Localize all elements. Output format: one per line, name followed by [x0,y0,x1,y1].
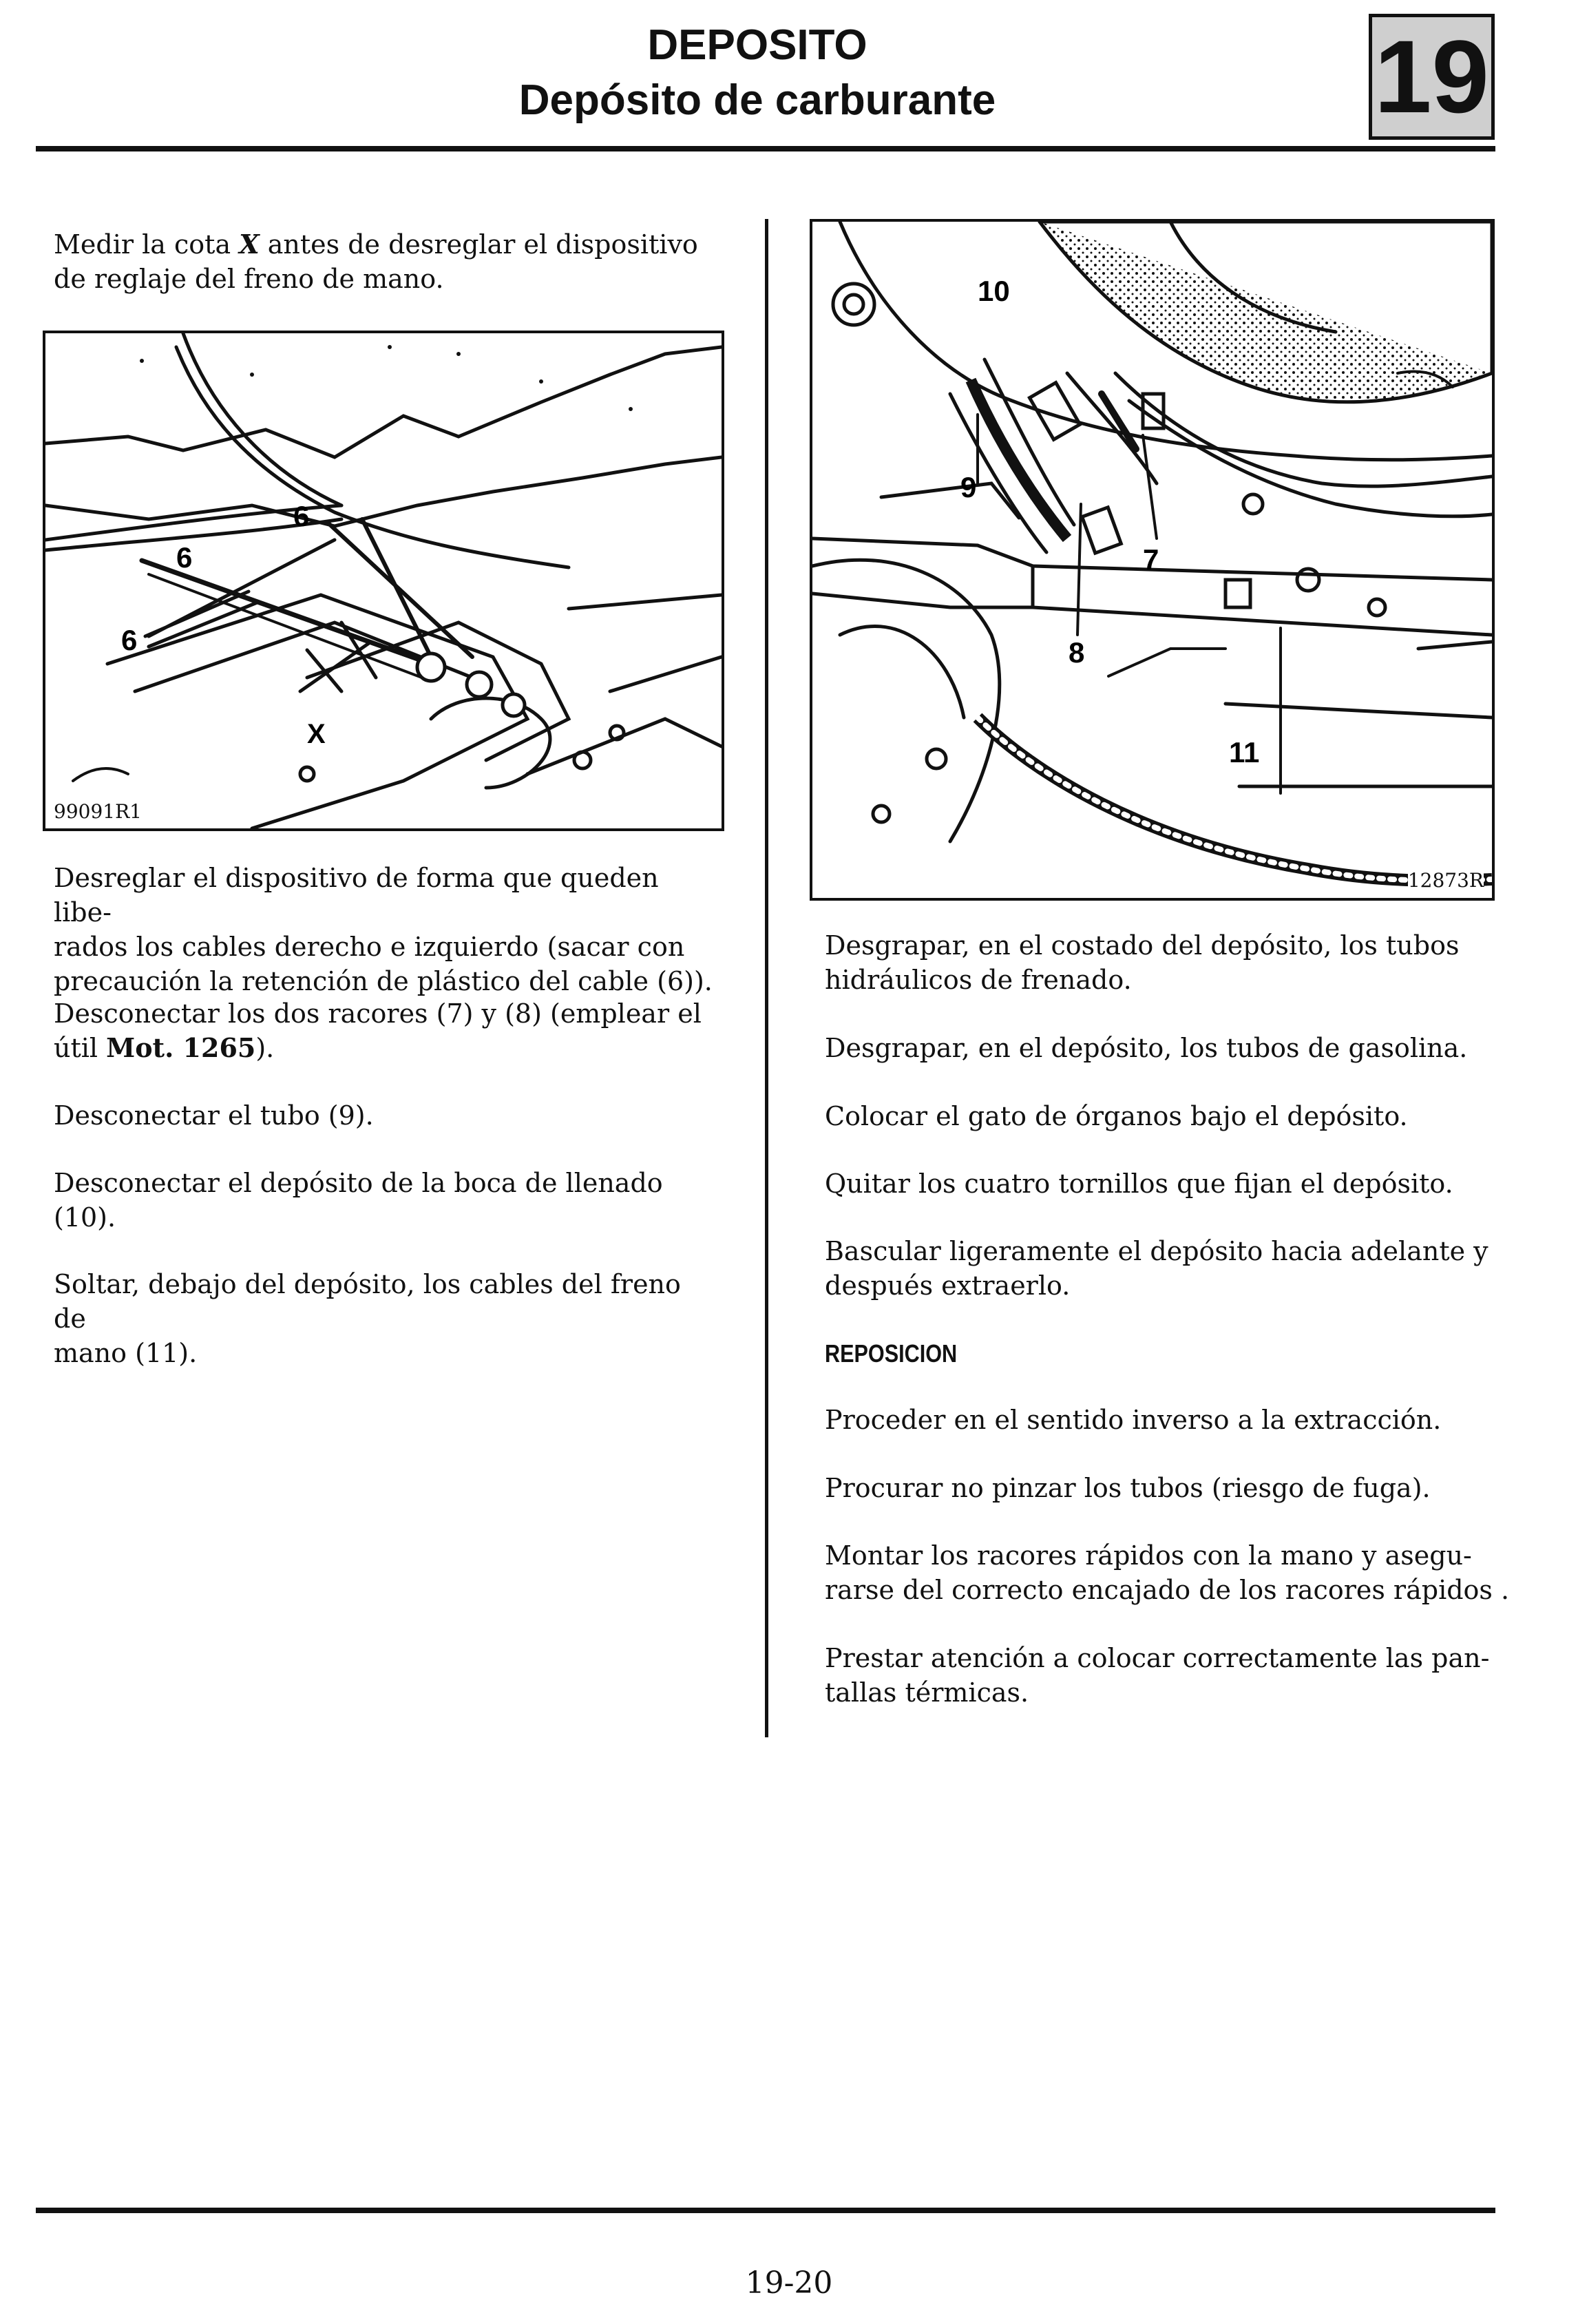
intro-text-3: de reglaje del freno de mano. [54,264,444,294]
callout-x: X [307,719,326,749]
callout-9: 9 [960,471,977,503]
text-line: Montar los racores rápidos con la mano y asegu- [825,1540,1472,1571]
text-line: hidráulicos de frenado. [825,965,1132,995]
page-subtitle: Depósito de carburante [518,76,996,124]
paragraph-tubos-gasolina [825,1031,1520,1065]
paragraph-gato [825,1099,1520,1133]
text-line: después extraerlo. [825,1270,1071,1301]
text-line: rados los cables derecho e izquierdo (sacar con [54,932,685,962]
text-span: ). [255,1033,275,1063]
intro-paragraph [54,227,715,296]
paragraph-cables-freno [54,1267,715,1370]
figure-reference: 99091R1 [54,800,142,823]
text-line: Soltar, debajo del depósito, los cables del freno de [54,1269,681,1334]
text-line: tallas térmicas. [825,1677,1029,1708]
text-span: útil [54,1033,107,1063]
intro-text-2: antes de desreglar el dispositivo [259,229,698,260]
paragraph-desreglar [54,861,715,998]
paragraph-pantallas [825,1641,1520,1710]
text-line: Colocar el gato de órganos bajo el depósito. [825,1101,1408,1131]
handbrake-diagram [45,333,722,828]
text-line: mano (11). [54,1338,198,1368]
tank-diagram [812,222,1492,898]
callout-6c: 6 [293,500,310,532]
text-line: rarse del correcto encajado de los racores rápidos . [825,1575,1510,1605]
figure-tank-connections [810,219,1495,901]
text-line: Desconectar el depósito de la boca de llenado [54,1168,663,1198]
callout-7: 7 [1143,543,1159,576]
tool-reference: Mot. 1265 [106,1032,256,1063]
dimension-x-label: X [239,229,260,260]
paragraph-montar [825,1538,1520,1607]
page-number: 19-20 [745,2265,833,2301]
text-line: (10). [54,1202,116,1233]
text-line: Desconectar el tubo (9). [54,1100,374,1131]
paragraph-racores [54,996,715,1065]
text-line: Proceder en el sentido inverso a la extracción. [825,1405,1442,1435]
footer-rule [36,2208,1495,2213]
paragraph-proceder [825,1403,1520,1437]
paragraph-tubo [54,1098,715,1133]
callout-11: 11 [1229,736,1260,768]
paragraph-procurar [825,1471,1520,1505]
paragraph-boca-llenado [54,1166,715,1235]
callout-6b: 6 [176,541,193,574]
callout-10: 10 [978,275,1010,307]
section-number-box [1369,14,1495,140]
callout-6a: 6 [121,624,138,656]
figure-reference: 12873R [1407,869,1484,892]
paragraph-tornillos [825,1166,1520,1201]
text-line: Procurar no pinzar los tubos (riesgo de fuga). [825,1473,1431,1503]
section-heading-reposicion: REPOSICION [825,1339,958,1368]
text-line: Bascular ligeramente el depósito hacia adelante y [825,1236,1488,1266]
section-number: 19 [1374,19,1489,134]
figure-handbrake-adjuster [43,331,724,831]
column-divider [765,219,768,1737]
paragraph-tubos-hidraulicos [825,928,1520,997]
page-title: DEPOSITO [647,21,867,69]
callout-8: 8 [1069,636,1085,669]
text-line: Prestar atención a colocar correctamente las pan- [825,1643,1490,1673]
text-line: Desreglar el dispositivo de forma que queden libe- [54,863,659,928]
text-line: precaución la retención de plástico del cable (6)). [54,966,713,996]
text-line: Desgrapar, en el depósito, los tubos de gasolina. [825,1033,1468,1063]
intro-text-1: Medir la cota [54,229,240,260]
text-line: Quitar los cuatro tornillos que fijan el depósito. [825,1169,1453,1199]
text-line: Desconectar los dos racores (7) y (8) (emplear el [54,998,702,1029]
text-line: Desgrapar, en el costado del depósito, los tubos [825,930,1460,961]
header-rule [36,146,1495,151]
paragraph-bascular [825,1234,1520,1303]
